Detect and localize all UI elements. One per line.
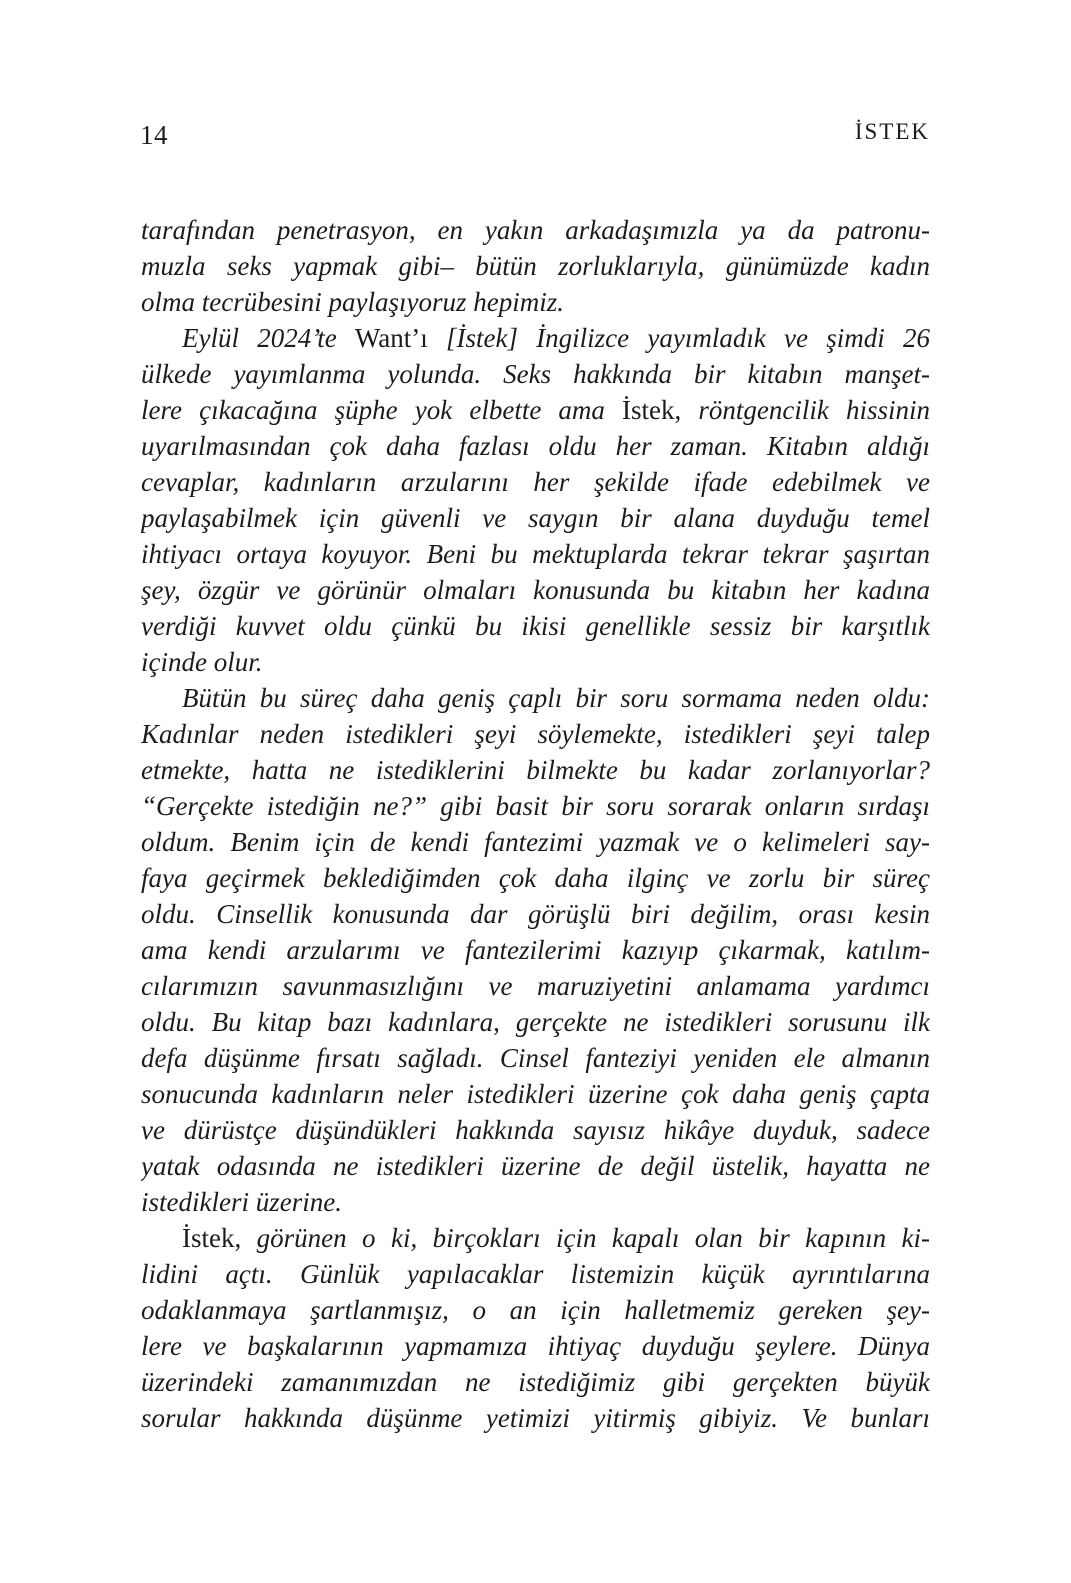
- body-text: ama kendi arzularımı ve fantezilerimi kazıyıp çıkarmak, katılım-: [141, 935, 930, 965]
- body-text: üzerindeki zamanımızdan ne istediğimiz gibi gerçekten büyük: [141, 1367, 930, 1397]
- text-line: [141, 1328, 930, 1364]
- text-line: [141, 572, 930, 608]
- body-text: ve dürüstçe düşündükleri hakkında sayısız hikâye duyduk, sadece: [141, 1115, 930, 1145]
- body-text: içinde olur.: [141, 647, 263, 677]
- body-text: Kadınlar neden istedikleri şeyi söylemekte, istedikleri şeyi talep: [141, 719, 930, 749]
- body-text: muzla seks yapmak gibi– bütün zorluklarıyla, günümüzde kadın: [141, 251, 930, 281]
- text-line: [141, 1292, 930, 1328]
- text-line: [141, 1112, 930, 1148]
- text-line: [141, 932, 930, 968]
- text-line: [141, 1004, 930, 1040]
- text-line: [141, 356, 930, 392]
- text-line: [141, 1148, 930, 1184]
- text-line: [141, 752, 930, 788]
- text-line: [141, 284, 930, 320]
- body-text: lere ve başkalarının yapmamıza ihtiyaç duyduğu şeylere. Dünya: [141, 1331, 930, 1361]
- body-text: “Gerçekte istediğin ne?” gibi basit bir soru sorarak onların sırdaşı: [141, 791, 930, 821]
- paragraph: [141, 1220, 930, 1436]
- text-block: [141, 212, 930, 1436]
- text-line: [141, 860, 930, 896]
- body-text: ihtiyacı ortaya koyuyor. Beni bu mektuplarda tekrar tekrar şaşırtan: [141, 539, 930, 569]
- text-line: [141, 212, 930, 248]
- body-text: Bütün bu süreç daha geniş çaplı bir soru sormama neden oldu:: [182, 683, 930, 713]
- body-text: ülkede yayımlanma yolunda. Seks hakkında bir kitabın manşet-: [141, 359, 930, 389]
- text-line: [141, 716, 930, 752]
- text-line: [141, 320, 930, 356]
- body-text: olma tecrübesini paylaşıyoruz hepimiz.: [141, 287, 564, 317]
- text-line: [141, 1256, 930, 1292]
- body-text: röntgencilik hissinin: [681, 395, 930, 425]
- body-text: sonucunda kadınların neler istedikleri üzerine çok daha geniş çapta: [141, 1079, 930, 1109]
- book-title-roman: Want’ı: [354, 323, 428, 353]
- text-line: [141, 788, 930, 824]
- text-line: [141, 608, 930, 644]
- text-line: [141, 1040, 930, 1076]
- body-text: etmekte, hatta ne istediklerini bilmekte bu kadar zorlanıyorlar?: [141, 755, 930, 785]
- paragraph: [141, 320, 930, 680]
- text-line: [141, 1400, 930, 1436]
- text-line: [141, 1184, 930, 1220]
- body-text: cevaplar, kadınların arzularını her şekilde ifade edebilmek ve: [141, 467, 930, 497]
- body-text: lere çıkacağına şüphe yok elbette ama: [141, 395, 623, 425]
- text-line: [141, 248, 930, 284]
- body-text: oldu. Bu kitap bazı kadınlara, gerçekte ne istedikleri sorusunu ilk: [141, 1007, 930, 1037]
- text-line: [141, 392, 930, 428]
- body-text: paylaşabilmek için güvenli ve saygın bir alana duyduğu temel: [141, 503, 930, 533]
- body-text: uyarılmasından çok daha fazlası oldu her zaman. Kitabın aldığı: [141, 431, 930, 461]
- text-line: [141, 824, 930, 860]
- text-line: [141, 968, 930, 1004]
- body-text: istedikleri üzerine.: [141, 1187, 342, 1217]
- body-text: sorular hakkında düşünme yetimizi yitirmiş gibiyiz. Ve bunları: [141, 1403, 930, 1433]
- running-header: İSTEK: [854, 119, 930, 144]
- text-line: [141, 536, 930, 572]
- text-line: [141, 680, 930, 716]
- text-line: [141, 1220, 930, 1256]
- page-number: 14: [140, 120, 168, 150]
- text-line: [141, 428, 930, 464]
- body-text: tarafından penetrasyon, en yakın arkadaşımızla ya da patronu-: [141, 215, 930, 245]
- paragraph: [141, 680, 930, 1220]
- text-line: [141, 1076, 930, 1112]
- body-text: lidini açtı. Günlük yapılacaklar listemizin küçük ayrıntılarına: [141, 1259, 930, 1289]
- body-text: oldu. Cinsellik konusunda dar görüşlü biri değilim, orası kesin: [141, 899, 930, 929]
- book-title-roman: İstek,: [622, 395, 682, 425]
- body-text: cılarımızın savunmasızlığını ve maruziyetini anlamama yardımcı: [141, 971, 930, 1001]
- body-text: verdiği kuvvet oldu çünkü bu ikisi genellikle sessiz bir karşıtlık: [141, 611, 930, 641]
- body-text: yatak odasında ne istedikleri üzerine de değil üstelik, hayatta ne: [141, 1151, 930, 1181]
- text-line: [141, 464, 930, 500]
- body-text: faya geçirmek beklediğimden çok daha ilginç ve zorlu bir süreç: [141, 863, 930, 893]
- body-text: oldum. Benim için de kendi fantezimi yazmak ve o kelimeleri say-: [141, 827, 930, 857]
- text-line: [141, 500, 930, 536]
- paragraph: [141, 212, 930, 320]
- body-text: [İstek] İngilizce yayımladık ve şimdi 26: [427, 323, 930, 353]
- body-text: Eylül 2024’te: [182, 323, 355, 353]
- book-title-roman: İstek,: [182, 1223, 242, 1253]
- text-line: [141, 896, 930, 932]
- body-text: şey, özgür ve görünür olmaları konusunda bu kitabın her kadına: [141, 575, 930, 605]
- text-line: [141, 1364, 930, 1400]
- text-line: [141, 644, 930, 680]
- body-text: defa düşünme fırsatı sağladı. Cinsel fanteziyi yeniden ele almanın: [141, 1043, 930, 1073]
- body-text: odaklanmaya şartlanmışız, o an için halletmemiz gereken şey-: [141, 1295, 930, 1325]
- body-text: görünen o ki, birçokları için kapalı olan bir kapının ki-: [241, 1223, 930, 1253]
